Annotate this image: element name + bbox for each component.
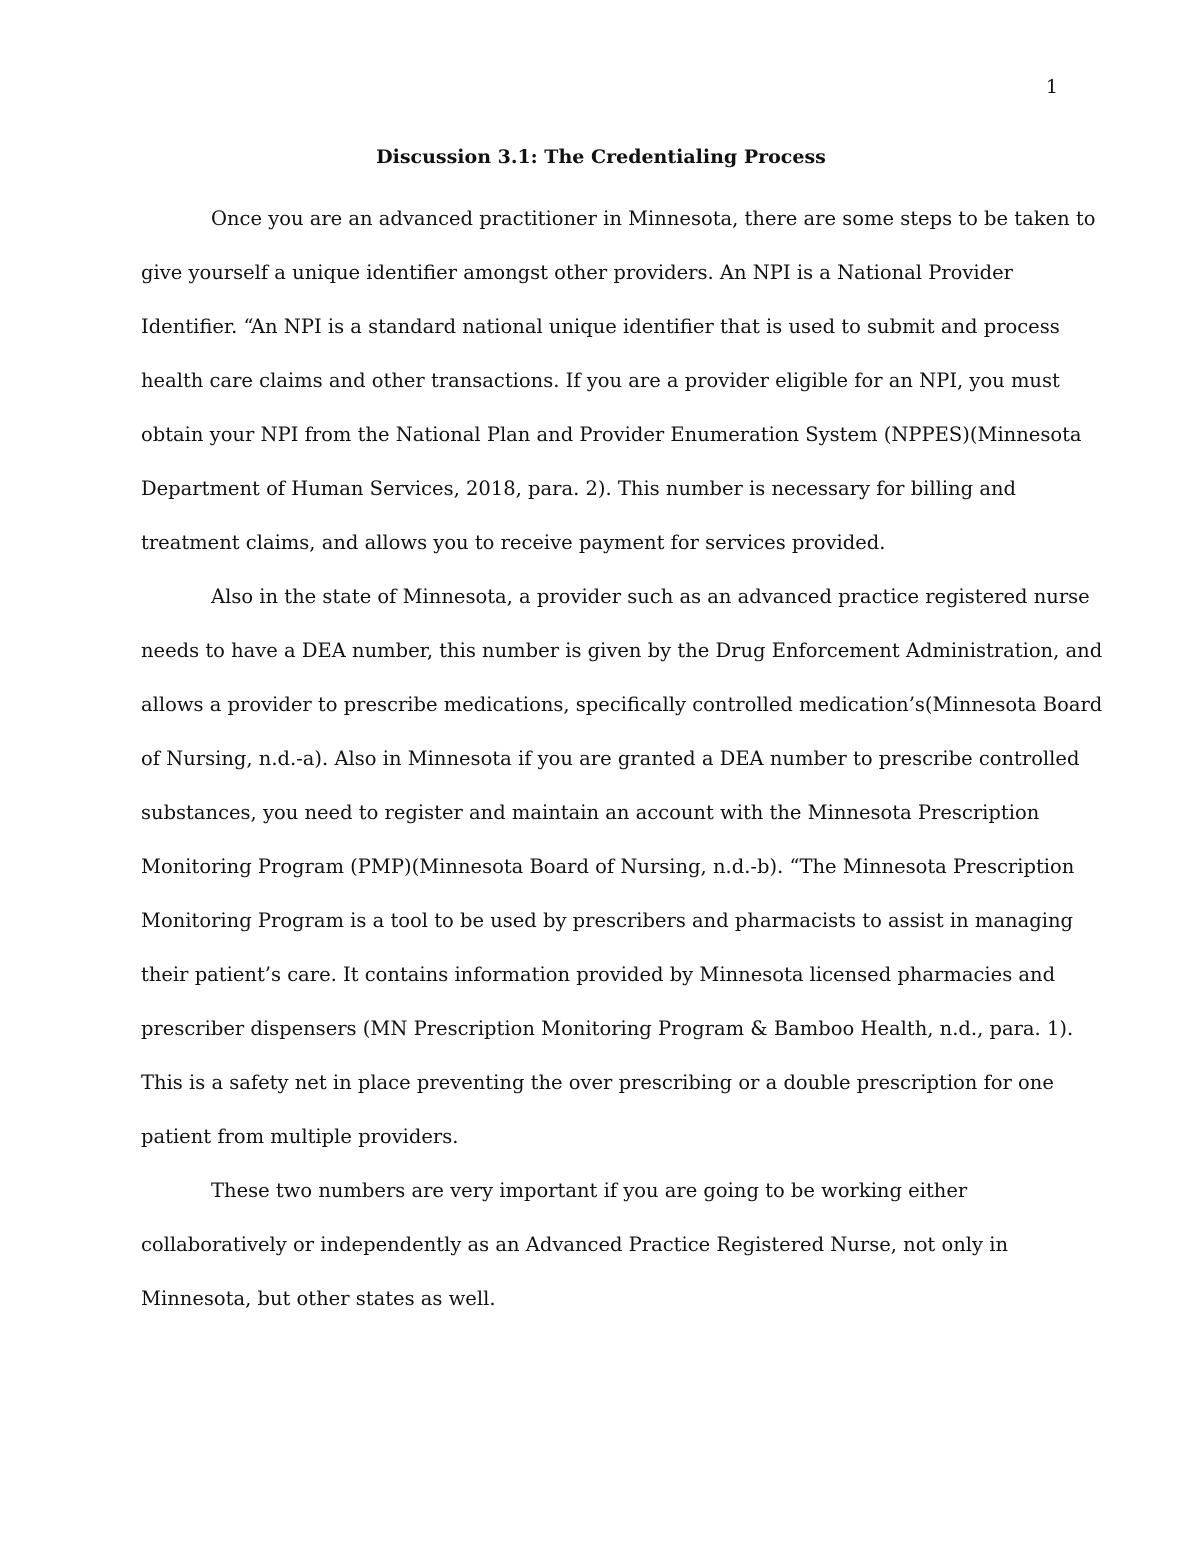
paragraph-line: Monitoring Program is a tool to be used by prescribers and pharmacists to assist in managing — [141, 909, 1073, 932]
paragraph-line: Monitoring Program (PMP)(Minnesota Board of Nursing, n.d.-b). “The Minnesota Prescription — [141, 855, 1075, 878]
paragraph-line: Identifier. “An NPI is a standard national unique identifier that is used to submit and process — [141, 315, 1060, 338]
paragraph-line: substances, you need to register and maintain an account with the Minnesota Prescription — [141, 801, 1040, 824]
paragraph-line: needs to have a DEA number, this number is given by the Drug Enforcement Administration, and — [141, 639, 1103, 662]
paragraph-2 — [141, 570, 1103, 1164]
document-body — [141, 140, 1103, 1326]
paragraph-3 — [141, 1164, 1061, 1326]
paragraph-line: give yourself a unique identifier amongst other providers. An NPI is a National Provider — [141, 261, 1013, 284]
paragraph-line: collaboratively or independently as an Advanced Practice Registered Nurse, not only in — [141, 1233, 1009, 1256]
paragraph-line: These two numbers are very important if you are going to be working either — [211, 1179, 968, 1202]
paragraph-line: their patient’s care. It contains information provided by Minnesota licensed pharmacies and — [141, 963, 1056, 986]
paragraph-line: Once you are an advanced practitioner in Minnesota, there are some steps to be taken to — [211, 207, 1096, 230]
paragraph-line: Also in the state of Minnesota, a provider such as an advanced practice registered nurse — [211, 585, 1090, 608]
paragraph-line: This is a safety net in place preventing the over prescribing or a double prescription for one — [141, 1071, 1054, 1094]
paragraph-line: prescriber dispensers (MN Prescription Monitoring Program & Bamboo Health, n.d., para. 1). — [141, 1017, 1074, 1040]
paragraph-line: health care claims and other transactions. If you are a provider eligible for an NPI, you must — [141, 369, 1060, 392]
paragraph-line: Department of Human Services, 2018, para. 2). This number is necessary for billing and — [141, 477, 1017, 500]
paragraph-line: of Nursing, n.d.-a). Also in Minnesota if you are granted a DEA number to prescribe controlled — [141, 747, 1080, 770]
paragraph-line: patient from multiple providers. — [141, 1125, 459, 1148]
paragraph-1 — [141, 192, 1096, 570]
paragraph-line: allows a provider to prescribe medications, specifically controlled medication’s(Minnesota Board — [141, 693, 1103, 716]
paragraph-line: treatment claims, and allows you to receive payment for services provided. — [141, 531, 886, 554]
paragraph-line: obtain your NPI from the National Plan and Provider Enumeration System (NPPES)(Minnesota — [141, 423, 1082, 446]
page-number: 1 — [1045, 76, 1058, 98]
document-title: Discussion 3.1: The Credentialing Process — [376, 146, 826, 168]
paragraph-line: Minnesota, but other states as well. — [141, 1287, 496, 1310]
